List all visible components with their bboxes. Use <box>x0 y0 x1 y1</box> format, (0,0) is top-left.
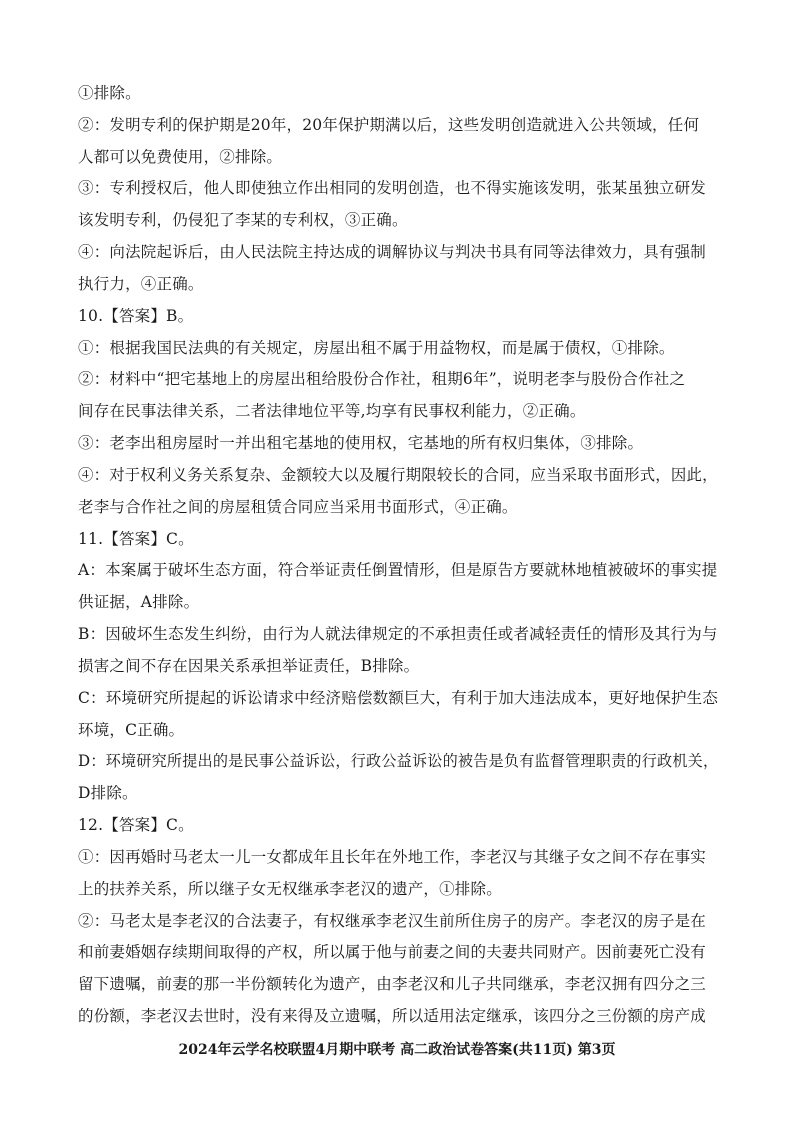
text-line: A：本案属于破坏生态方面，符合举证责任倒置情形，但是原告方要就林地植被破坏的事实提 <box>78 561 718 579</box>
answer-heading: 12.【答案】C。 <box>78 816 194 834</box>
text-line: D：环境研究所提出的是民事公益诉讼，行政公益诉讼的被告是负有监督管理职责的行政机关， <box>78 752 719 770</box>
answer-heading: 11.【答案】C。 <box>78 530 194 548</box>
text-line: B：因破坏生态发生纠纷，由行为人就法律规定的不承担责任或者减轻责任的情形及其行为与 <box>78 625 718 643</box>
text-line: 人都可以免费使用，②排除。 <box>78 148 283 166</box>
text-line: C：环境研究所提起的诉讼请求中经济赔偿数额巨大，有利于加大违法成本，更好地保护生态 <box>78 689 719 707</box>
text-line: 供证据，A排除。 <box>78 593 200 611</box>
text-line: ②：马老太是李老汉的合法妻子，有权继承李老汉生前所住房子的房产。李老汉的房子是在 <box>78 912 707 930</box>
text-line: ④：向法院起诉后，由人民法院主持达成的调解协议与判决书具有同等法律效力，具有强制 <box>78 243 707 261</box>
text-line: 环境，C正确。 <box>78 721 185 739</box>
text-line: ②：材料中“把宅基地上的房屋出租给股份合作社，租期6年”，说明老李与股份合作社之 <box>78 370 686 388</box>
text-line: ①：因再婚时马老太一儿一女都成年且长年在外地工作，李老汉与其继子女之间不存在事实 <box>78 848 707 866</box>
text-line: ④：对于权利义务关系复杂、金额较大以及履行期限较长的合同，应当采取书面形式，因此， <box>78 466 718 484</box>
text-line: 上的扶养关系，所以继子女无权继承李老汉的遗产，①排除。 <box>78 880 502 898</box>
text-line: 的份额，李老汉去世时，没有来得及立遗嘱，所以适用法定继承，该四分之三份额的房产成 <box>78 1007 707 1025</box>
page-footer: 2024年云学名校联盟4月期中联考 高二政治试卷答案(共11页) 第3页 <box>178 1042 616 1058</box>
text-line: ③：老李出租房屋时一并出租宅基地的使用权，宅基地的所有权归集体，③排除。 <box>78 434 644 452</box>
text-line: 和前妻婚姻存续期间取得的产权，所以属于他与前妻之间的夫妻共同财产。因前妻死亡没有 <box>78 943 707 961</box>
text-line: 留下遗嘱，前妻的那一半份额转化为遗产，由李老汉和儿子共同继承，李老汉拥有四分之三 <box>78 975 707 993</box>
text-line: 该发明专利，仍侵犯了李某的专利权，③正确。 <box>78 211 408 229</box>
text-line: ③：专利授权后，他人即使独立作出相同的发明创造，也不得实施该发明，张某虽独立研发 <box>78 179 707 197</box>
text-line: 损害之间不存在因果关系承担举证责任，B排除。 <box>78 657 420 675</box>
text-line: 老李与合作社之间的房屋租赁合同应当采用书面形式，④正确。 <box>78 498 518 516</box>
answer-heading: 10.【答案】B。 <box>78 307 194 325</box>
text-line: D排除。 <box>78 784 138 802</box>
text-line: ①排除。 <box>78 84 141 102</box>
text-line: ②：发明专利的保护期是20年，20年保护期满以后，这些发明创造就进入公共领域，任何 <box>78 116 700 134</box>
text-line: ①：根据我国民法典的有关规定，房屋出租不属于用益物权，而是属于债权，①排除。 <box>78 339 675 357</box>
text-line: 间存在民事法律关系，二者法律地位平等,均享有民事权利能力，②正确。 <box>78 402 586 420</box>
text-line: 执行力，④正确。 <box>78 275 204 293</box>
